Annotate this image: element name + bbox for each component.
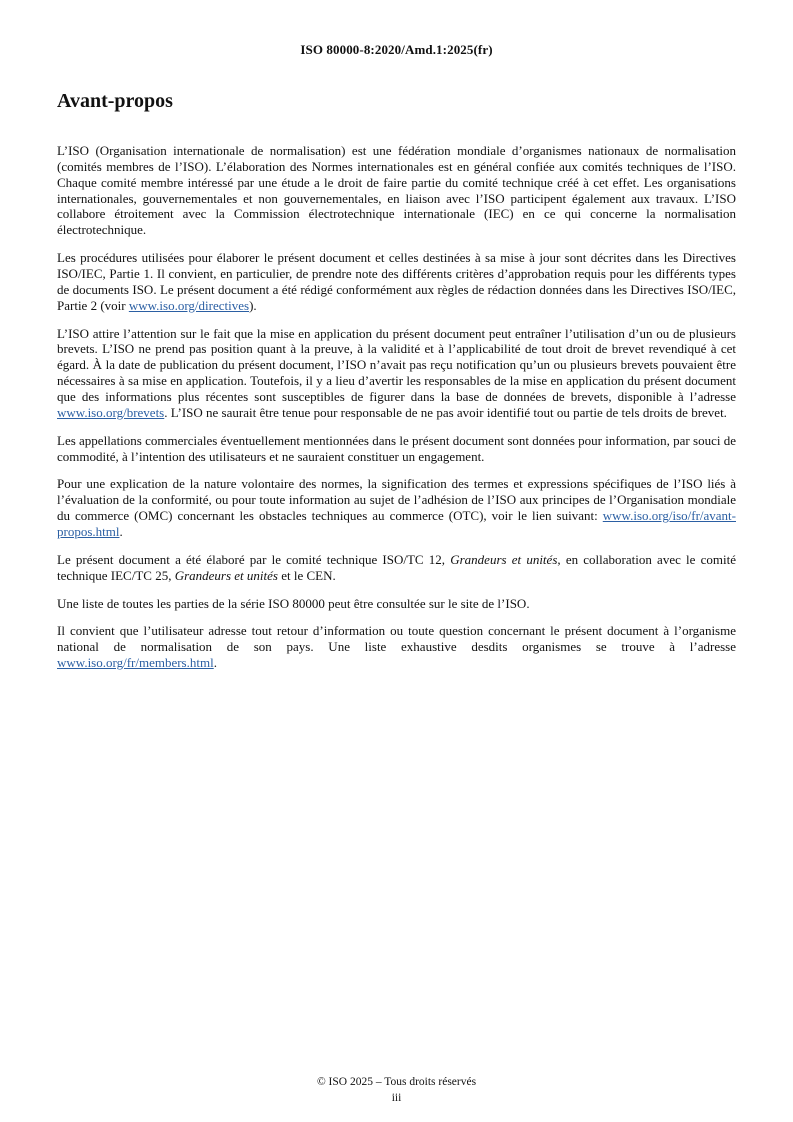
- para-feedback: [57, 623, 736, 671]
- text-segment: ).: [249, 297, 257, 313]
- copyright-notice: © ISO 2025 – Tous droits réservés: [316, 1075, 477, 1088]
- para-series-list: [57, 596, 736, 612]
- running-header: [57, 42, 736, 58]
- text-segment: Une liste de toutes les parties de la série ISO 80000 peut être consultée sur le site de l’ISO.: [57, 595, 530, 611]
- para-trade-names: [57, 433, 736, 465]
- link-iso-directives[interactable]: www.iso.org/directives: [128, 297, 250, 313]
- page-number: iii: [391, 1091, 402, 1104]
- link-iso-avant-propos[interactable]: www.iso.org/iso/fr/avant-propos.html: [57, 508, 736, 540]
- text-segment: Pour une explication de la nature volontaire des normes, la signification des termes et expressions spécifiques de l’ISO liés à l’évaluation de la conformité, ou pour toute information au sujet de l’adhésion de l’ISO aux principes de l’Organisation mondiale du commerce (OMC) concernant les obstacles techniques au commerce (OTC), voir le lien suivant:: [57, 476, 736, 524]
- text-segment: Les procédures utilisées pour élaborer le présent document et celles destinées à sa mise à jour sont décrites dans les Directives ISO/IEC, Partie 1. Il convient, en particulier, de prendre note des différents critères d’approbation requis pour les différents types de documents ISO. Le présent document a été rédigé conformément aux règles de rédaction données dans les Directives ISO/IEC, Partie 2 (voir: [57, 250, 736, 313]
- para-iso-description: [57, 143, 736, 238]
- text-segment: Le présent document a été élaboré par le comité technique ISO/TC 12,: [57, 551, 451, 567]
- text-segment: .: [213, 655, 217, 671]
- text-segment: Il convient que l’utilisateur adresse tout retour d’information ou toute question concernant le présent document à l’organisme national de normalisation de son pays. Une liste exhaustive desdits organismes se trouve à l’adresse: [57, 623, 736, 655]
- text-segment: L’ISO attire l’attention sur le fait que la mise en application du présent document peut entraîner l’utilisation d’un ou de plusieurs brevets. L’ISO ne prend pas position quant à la preuve, à la validité et à l’applicabilité de tout droit de brevet revendiqué à cet égard. À la date de publication du présent document, l’ISO n’avait pas reçu notification qu’un ou plusieurs brevets pouvaient être nécessaires à sa mise en application. Toutefois, il y a lieu d’avertir les responsables de la mise en application du présent document que des informations plus récentes sont susceptibles de figurer dans la base de données de brevets, disponible à l’adresse: [57, 325, 736, 405]
- para-wto-conformity: [57, 476, 736, 539]
- italic-committee-title: Grandeurs et unités: [174, 567, 278, 583]
- para-patents: [57, 326, 736, 421]
- text-segment: , en collaboration avec le comité technique IEC/TC 25,: [57, 551, 736, 583]
- document-body: [57, 143, 736, 683]
- text-segment: . L’ISO ne saurait être tenue pour responsable de ne pas avoir identifié tout ou partie de tels droits de brevet.: [164, 404, 727, 420]
- text-segment: .: [119, 524, 123, 540]
- para-committee: [57, 552, 736, 584]
- document-reference: ISO 80000-8:2020/Amd.1:2025(fr): [300, 42, 493, 57]
- link-iso-brevets[interactable]: www.iso.org/brevets: [57, 404, 165, 420]
- text-segment: et le CEN.: [277, 567, 336, 583]
- link-iso-members[interactable]: www.iso.org/fr/members.html: [57, 655, 214, 671]
- page-footer: [57, 1074, 736, 1108]
- text-segment: Les appellations commerciales éventuellement mentionnées dans le présent document sont données pour information, par souci de commodité, à l’intention des utilisateurs et ne sauraient constituer un engagement.: [57, 432, 736, 464]
- text-segment: L’ISO (Organisation internationale de normalisation) est une fédération mondiale d’organismes nationaux de normalisation (comités membres de l’ISO). L’élaboration des Normes internationales est en général confiée aux comités techniques de l’ISO. Chaque comité membre intéressé par une étude a le droit de faire partie du comité technique créé à cet effet. Les organisations internationales, gouvernementales et non gouvernementales, en liaison avec l’ISO participent également aux travaux. L’ISO collabore étroitement avec la Commission électrotechnique internationale (IEC) en ce qui concerne la normalisation électrotechnique.: [57, 143, 736, 238]
- italic-committee-title: Grandeurs et unités: [450, 551, 558, 567]
- section-title: Avant-propos: [57, 90, 173, 112]
- para-procedures: [57, 250, 736, 313]
